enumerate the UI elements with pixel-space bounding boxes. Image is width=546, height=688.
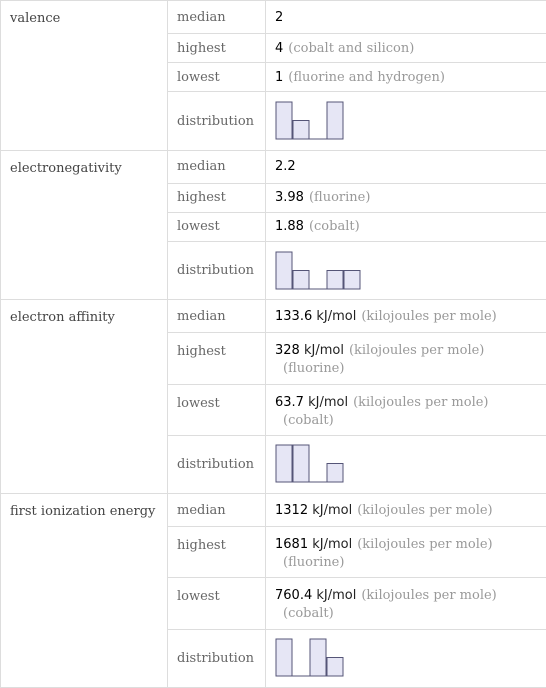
value-cell bbox=[266, 34, 546, 63]
distribution-cell bbox=[266, 629, 546, 687]
value: 2 bbox=[275, 9, 284, 25]
value: 1312 bbox=[275, 502, 309, 518]
stat-label-median: median bbox=[168, 494, 266, 527]
value-cell bbox=[266, 494, 546, 527]
histogram-bar bbox=[293, 445, 309, 482]
table-row bbox=[1, 1, 546, 34]
value-note: (fluorine) bbox=[308, 190, 371, 206]
stat-label-lowest: lowest bbox=[168, 63, 266, 92]
table-row bbox=[1, 494, 546, 527]
histogram-bar bbox=[327, 270, 343, 289]
stat-label-median: median bbox=[168, 1, 266, 34]
value: 760.4 bbox=[275, 588, 313, 604]
value-note: (fluorine and hydrogen) bbox=[288, 69, 445, 85]
property-name-valence: valence bbox=[1, 1, 168, 151]
value-unit: kJ/mol bbox=[303, 343, 344, 359]
stat-label-distribution: distribution bbox=[168, 92, 266, 150]
distribution-cell bbox=[266, 242, 546, 300]
value: 1 bbox=[275, 69, 284, 85]
value-note: (kilojoules per mole) bbox=[361, 588, 497, 604]
value-note-element: (cobalt) bbox=[283, 412, 334, 428]
stat-label-median: median bbox=[168, 150, 266, 183]
value-cell bbox=[266, 527, 546, 578]
distribution-histogram bbox=[275, 101, 365, 141]
stat-label-highest: highest bbox=[168, 527, 266, 578]
stat-label-lowest: lowest bbox=[168, 212, 266, 241]
value-note: (kilojoules per mole) bbox=[361, 308, 497, 324]
histogram-bar bbox=[276, 102, 292, 139]
histogram-bar bbox=[293, 121, 309, 140]
stat-label-highest: highest bbox=[168, 183, 266, 212]
value-unit: kJ/mol bbox=[312, 537, 353, 553]
value-unit: kJ/mol bbox=[308, 394, 349, 410]
value-unit: kJ/mol bbox=[316, 308, 357, 324]
property-name-electron-affinity: electron affinity bbox=[1, 300, 168, 494]
value: 133.6 bbox=[275, 308, 313, 324]
value-note: (kilojoules per mole) bbox=[353, 394, 489, 410]
value-cell bbox=[266, 384, 546, 435]
value: 1.88 bbox=[275, 219, 304, 235]
stat-label-median: median bbox=[168, 300, 266, 333]
value-cell bbox=[266, 63, 546, 92]
value-note: (kilojoules per mole) bbox=[357, 537, 493, 553]
stat-label-distribution: distribution bbox=[168, 242, 266, 300]
value-note-element: (fluorine) bbox=[283, 555, 345, 571]
value: 63.7 bbox=[275, 394, 304, 410]
histogram-bar bbox=[310, 639, 326, 676]
histogram-bar bbox=[327, 658, 343, 677]
distribution-histogram bbox=[275, 638, 365, 678]
property-name-first-ionization-energy: first ionization energy bbox=[1, 494, 168, 688]
histogram-bar bbox=[344, 270, 360, 289]
value: 2.2 bbox=[275, 159, 296, 175]
value-note: (kilojoules per mole) bbox=[348, 343, 485, 359]
value-cell bbox=[266, 1, 546, 34]
value-cell bbox=[266, 150, 546, 183]
value-note-element: (cobalt) bbox=[283, 606, 334, 622]
value-note: (cobalt) bbox=[308, 219, 360, 235]
histogram-bar bbox=[327, 464, 343, 483]
histogram-bar bbox=[276, 252, 292, 289]
distribution-cell bbox=[266, 435, 546, 493]
stat-label-highest: highest bbox=[168, 333, 266, 384]
table-row bbox=[1, 150, 546, 183]
property-name-electronegativity: electronegativity bbox=[1, 150, 168, 300]
distribution-histogram bbox=[275, 251, 365, 291]
value-cell bbox=[266, 212, 546, 241]
distribution-histogram bbox=[275, 444, 365, 484]
value: 4 bbox=[275, 40, 284, 56]
value-note: (kilojoules per mole) bbox=[357, 502, 493, 518]
value: 328 bbox=[275, 343, 300, 359]
histogram-bar bbox=[293, 270, 309, 289]
value-cell bbox=[266, 300, 546, 333]
value-cell bbox=[266, 578, 546, 629]
stat-label-distribution: distribution bbox=[168, 629, 266, 687]
value-cell bbox=[266, 183, 546, 212]
stat-label-lowest: lowest bbox=[168, 384, 266, 435]
histogram-bar bbox=[276, 445, 292, 482]
histogram-bar bbox=[327, 102, 343, 139]
value: 3.98 bbox=[275, 190, 304, 206]
histogram-bar bbox=[276, 639, 292, 676]
distribution-cell bbox=[266, 92, 546, 150]
value-unit: kJ/mol bbox=[312, 502, 353, 518]
stat-label-highest: highest bbox=[168, 34, 266, 63]
value-note-element: (fluorine) bbox=[283, 361, 345, 377]
value: 1681 bbox=[275, 537, 309, 553]
table-row bbox=[1, 300, 546, 333]
value-unit: kJ/mol bbox=[316, 588, 357, 604]
stat-label-distribution: distribution bbox=[168, 435, 266, 493]
stat-label-lowest: lowest bbox=[168, 578, 266, 629]
value-cell bbox=[266, 333, 546, 384]
value-note: (cobalt and silicon) bbox=[288, 40, 415, 56]
